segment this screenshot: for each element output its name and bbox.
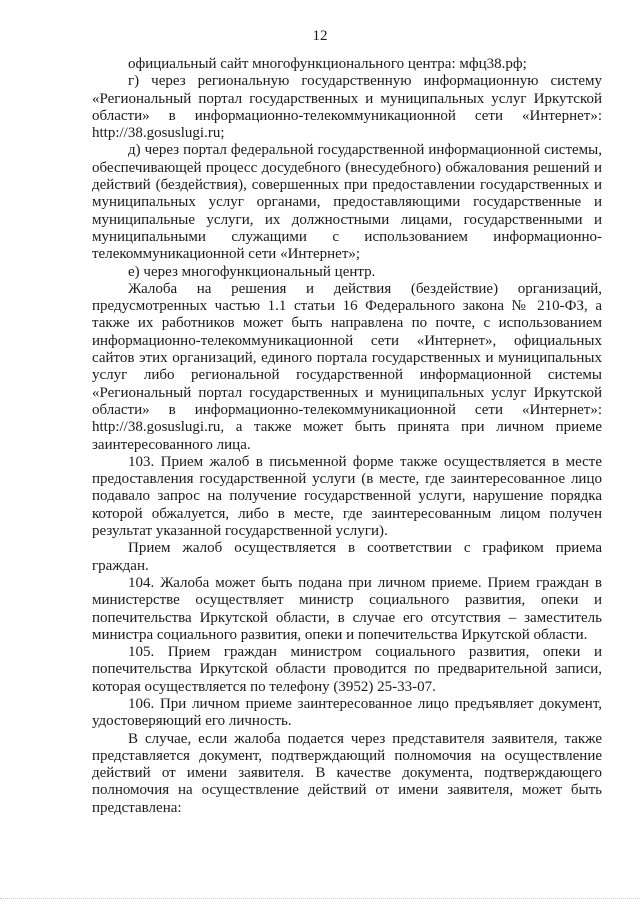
paragraph-105: 105. Прием граждан министром социального развития, опеки и попечительства Иркутской области проводится по предварительной записи, которая осуществляется по телефону (3952) 25-33-07. [92,644,602,695]
paragraph-103: 103. Прием жалоб в письменной форме также осуществляется в месте предоставления государственной услуги (в месте, где заинтересованное лицо подавало запрос на получение государственной услуги, нарушение порядка которой обжалуется, либо в месте, где заинтересованным лицом получен результат указанной государственной услуги). [92,453,602,540]
paragraph-106: 106. При личном приеме заинтересованное лицо предъявляет документ, удостоверяющий его личность. [92,695,602,730]
paragraph-representative: В случае, если жалоба подается через представителя заявителя, также представляется документ, подтверждающий полномочия на осуществление действий от имени заявителя. В качестве документа, подтверждающего полномочия на осуществление действий от имени заявителя, может быть представлена: [92,730,602,816]
page-number: 12 [312,28,328,44]
paragraph-website: официальный сайт многофункционального центра: мфц38.рф; [128,56,527,72]
scan-bottom-edge [0,898,640,899]
paragraph-complaint-organizations: Жалоба на решения и действия (бездействие) организаций, предусмотренных частью 1.1 статьи 16 Федерального закона № 210-ФЗ, а также их работников может быть направлена по почте, с использованием информационно-телекоммуникационной сети «Интернет», официальных сайтов этих организаций, единого портала государственных и муниципальных услуг либо региональной государственной информационной системы «Региональный портал государственных и муниципальных услуг Иркутской области» в информационно-телекоммуникационной сети «Интернет»: http://38.gosuslugi.ru, а также может быть принята при личном приеме заинтересованного лица. [92,280,602,453]
paragraph-item-g: г) через региональную государственную информационную систему «Региональный портал государственных и муниципальных услуг Иркутской области» в информационно-телекоммуникационной сети «Интернет»: http://38.gosuslugi.ru; [92,73,602,142]
paragraph-item-e: е) через многофункциональный центр. [128,263,376,280]
paragraph-item-d: д) через портал федеральной государственной информационной системы, обеспечивающей процесс досудебного (внесудебного) обжалования решений и действий (бездействия), совершенных при предоставлении государственных и муниципальных услуг органами, предоставляющими государственные и муниципальные услуги, их должностными лицами, государственными и муниципальными служащими с использованием информационно-телекоммуникационной сети «Интернет»; [92,142,602,263]
paragraph-104: 104. Жалоба может быть подана при личном приеме. Прием граждан в министерстве осуществляет министр социального развития, опеки и попечительства Иркутской области, в случае его отсутствия – заместитель министра социального развития, опеки и попечительства Иркутской области. [92,574,602,643]
document-body [92,56,602,817]
paragraph-schedule: Прием жалоб осуществляется в соответствии с графиком приема граждан. [92,540,602,574]
